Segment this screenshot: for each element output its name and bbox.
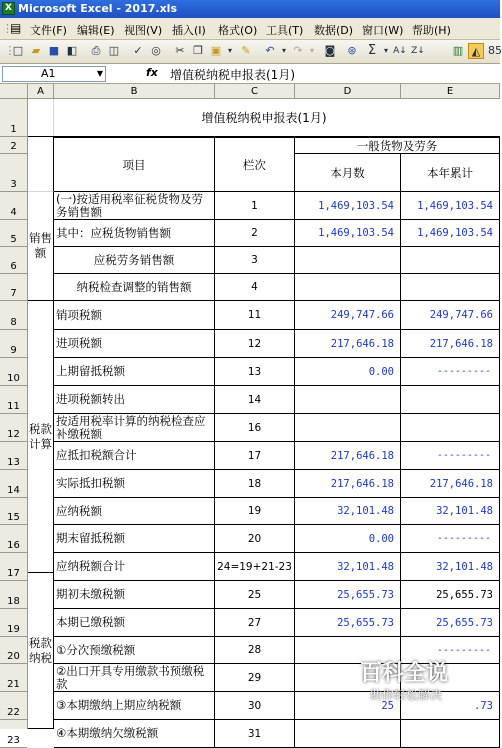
header-year-to-date[interactable]: 本年累计 (401, 154, 500, 192)
row-header[interactable]: 16 (0, 525, 27, 553)
row-header[interactable]: 9 (0, 330, 27, 358)
document-icon[interactable]: ▤ (10, 21, 22, 35)
item-label[interactable]: ②出口开具专用缴款书预缴税款 (54, 664, 215, 692)
category-tax-payment[interactable]: 税款纳税 (28, 573, 54, 729)
item-code[interactable]: 30 (215, 692, 295, 720)
row-header[interactable]: 8 (0, 301, 27, 330)
item-label[interactable]: 进项税额转出 (54, 386, 215, 414)
header-general-goods[interactable]: 一般货物及劳务 (295, 137, 500, 154)
insert-function-icon[interactable]: fx (146, 66, 158, 79)
value-year-to-date[interactable]: 217,646.18 (401, 470, 500, 498)
value-year-to-date[interactable] (401, 247, 500, 274)
value-this-month[interactable]: 32,101.48 (295, 553, 401, 581)
row-header[interactable]: 3 (0, 154, 27, 192)
print-icon[interactable]: ⎙ (91, 44, 101, 57)
row-header[interactable]: 6 (0, 247, 27, 274)
name-box-dropdown-icon[interactable]: ▼ (96, 69, 103, 78)
menu-data[interactable]: 数据(D) (314, 24, 354, 37)
item-code[interactable]: 12 (215, 330, 295, 358)
value-year-to-date[interactable]: 1,469,103.54 (401, 192, 500, 220)
row-header[interactable]: 23 (0, 720, 27, 748)
value-year-to-date[interactable]: 217,646.18 (401, 330, 500, 358)
redo-icon[interactable]: ↷ (293, 44, 303, 57)
menu-view[interactable]: 视图(V) (124, 24, 163, 37)
item-label[interactable]: 应纳税额 (54, 498, 215, 525)
cut-icon[interactable]: ✂ (175, 44, 185, 57)
formula-bar (0, 64, 500, 84)
row-header[interactable]: 11 (0, 386, 27, 414)
item-label[interactable]: 纳税检查调整的销售额 (54, 274, 215, 301)
value-year-to-date[interactable]: 32,101.48 (401, 553, 500, 581)
header-this-month[interactable]: 本月数 (295, 154, 401, 192)
value-this-month[interactable] (295, 720, 401, 748)
item-label[interactable]: 进项税额 (54, 330, 215, 358)
value-this-month[interactable]: 25 (295, 692, 401, 720)
menu-grip: ⋮ (2, 22, 13, 35)
value-year-to-date[interactable]: --------- (401, 525, 500, 553)
zoom-box[interactable]: 85 (488, 44, 502, 57)
standard-toolbar (0, 40, 500, 64)
item-code[interactable]: 29 (215, 664, 295, 692)
value-year-to-date[interactable]: --------- (401, 442, 500, 470)
row-headers (0, 99, 28, 746)
item-label[interactable]: ④本期缴纳欠缴税额 (54, 720, 215, 748)
value-this-month[interactable]: 217,646.18 (295, 442, 401, 470)
toolbar-grip: ⋮ (4, 44, 16, 57)
format-painter-icon[interactable]: ✎ (241, 44, 251, 57)
save-icon[interactable]: ■ (48, 44, 60, 57)
value-year-to-date[interactable]: 32,101.48 (401, 498, 500, 525)
copy-icon[interactable]: ❐ (193, 44, 203, 57)
row-header[interactable]: 22 (0, 692, 27, 720)
menu-window[interactable]: 窗口(W) (362, 24, 404, 37)
new-icon[interactable]: □ (12, 44, 24, 57)
value-this-month[interactable]: 1,469,103.54 (295, 220, 401, 247)
menu-tools[interactable]: 工具(T) (266, 24, 304, 37)
sort-descending-icon[interactable]: Z↓ (411, 46, 425, 56)
column-header-e[interactable]: E (401, 84, 500, 99)
item-code[interactable]: 17 (215, 442, 295, 470)
row-header[interactable]: 7 (0, 274, 27, 301)
item-code[interactable]: 20 (215, 525, 295, 553)
value-this-month[interactable]: 217,646.18 (295, 330, 401, 358)
item-label[interactable]: 期初未缴税额 (54, 581, 215, 609)
select-all-corner[interactable] (0, 84, 28, 99)
column-header-d[interactable]: D (295, 84, 401, 99)
row-header[interactable]: 5 (0, 220, 27, 247)
value-this-month[interactable]: 249,747.66 (295, 301, 401, 330)
value-this-month[interactable]: 25,655.73 (295, 581, 401, 609)
item-label[interactable]: 本期已缴税额 (54, 609, 215, 637)
item-label[interactable]: 期末留抵税额 (54, 525, 215, 553)
row-header[interactable]: 19 (0, 609, 27, 637)
autosum-dropdown-icon[interactable]: ▾ (383, 46, 388, 55)
item-code[interactable]: 11 (215, 301, 295, 330)
row-header[interactable]: 12 (0, 414, 27, 442)
item-code[interactable]: 28 (215, 637, 295, 664)
item-label[interactable]: 其中：应税货物销售额 (54, 220, 215, 247)
menu-bar (0, 18, 500, 40)
item-code[interactable]: 13 (215, 358, 295, 386)
row-header[interactable]: 17 (0, 553, 27, 581)
value-this-month[interactable] (295, 274, 401, 301)
item-code[interactable]: 31 (215, 720, 295, 748)
formula-input[interactable]: 增值税纳税申报表(1月) (170, 68, 295, 82)
header-item[interactable]: 项目 (54, 137, 215, 192)
category-sales[interactable]: 销售额 (28, 192, 54, 301)
row-header[interactable]: 15 (0, 498, 27, 525)
row-header[interactable]: 14 (0, 470, 27, 498)
row-header[interactable]: 4 (0, 192, 27, 220)
item-label[interactable]: 应抵扣税额合计 (54, 442, 215, 470)
item-label[interactable]: (一)按适用税率征税货物及劳务销售额 (54, 192, 215, 220)
value-year-to-date[interactable] (401, 274, 500, 301)
item-code[interactable]: 18 (215, 470, 295, 498)
item-label[interactable]: 上期留抵税额 (54, 358, 215, 386)
item-code[interactable]: 19 (215, 498, 295, 525)
value-year-to-date[interactable] (401, 720, 500, 748)
column-header-b[interactable]: B (54, 84, 215, 99)
item-label[interactable]: 销项税额 (54, 301, 215, 330)
camera-icon[interactable]: ◙ (324, 44, 336, 57)
value-this-month[interactable] (295, 414, 401, 442)
title-bar (0, 0, 500, 18)
menu-format[interactable]: 格式(O) (218, 24, 258, 37)
print-preview-icon[interactable]: ◫ (108, 44, 120, 57)
undo-icon[interactable]: ↶ (265, 44, 275, 57)
menu-file[interactable]: 文件(F) (30, 24, 67, 37)
paste-icon[interactable]: ▣ (210, 44, 222, 57)
value-this-month[interactable]: 0.00 (295, 358, 401, 386)
item-label[interactable]: 应税劳务销售额 (54, 247, 215, 274)
value-this-month[interactable] (295, 247, 401, 274)
value-this-month[interactable]: 32,101.48 (295, 498, 401, 525)
worksheet-grid[interactable] (28, 99, 500, 740)
spelling-icon[interactable]: ✓ (133, 44, 143, 57)
value-this-month[interactable]: 0.00 (295, 525, 401, 553)
item-label[interactable]: ③本期缴纳上期应纳税额 (54, 692, 215, 720)
item-code[interactable]: 4 (215, 274, 295, 301)
row-header[interactable]: 13 (0, 442, 27, 470)
item-code[interactable]: 2 (215, 220, 295, 247)
row-header[interactable]: 21 (0, 664, 27, 692)
autosum-icon[interactable]: Σ (367, 43, 377, 58)
value-year-to-date[interactable]: --------- (401, 637, 500, 664)
value-year-to-date[interactable] (401, 414, 500, 442)
item-code[interactable]: 25 (215, 581, 295, 609)
item-label[interactable]: ①分次预缴税额 (54, 637, 215, 664)
item-label[interactable]: 实际抵扣税额 (54, 470, 215, 498)
value-this-month[interactable]: 25,655.73 (295, 609, 401, 637)
column-header-c[interactable]: C (215, 84, 295, 99)
menu-edit[interactable]: 编辑(E) (77, 24, 115, 37)
value-this-month[interactable] (295, 386, 401, 414)
category-tax-calculation[interactable]: 税款计算 (28, 301, 54, 573)
row-header[interactable]: 2 (0, 137, 27, 154)
chart-wizard-icon[interactable]: ▥ (452, 44, 464, 57)
item-code[interactable]: 3 (215, 247, 295, 274)
row-header[interactable]: 20 (0, 637, 27, 664)
item-label[interactable]: 应纳税额合计 (54, 553, 215, 581)
value-year-to-date[interactable]: 25,655.73 (401, 581, 500, 609)
value-this-month[interactable]: 1,469,103.54 (295, 192, 401, 220)
value-this-month[interactable]: 217,646.18 (295, 470, 401, 498)
watermark-subtitle: 助你轻松解决 (370, 688, 443, 702)
item-code[interactable]: 1 (215, 192, 295, 220)
value-year-to-date[interactable]: 25,655.73 (401, 609, 500, 637)
item-code[interactable]: 27 (215, 609, 295, 637)
column-header-a[interactable]: A (28, 84, 54, 99)
permission-icon[interactable]: ◧ (66, 44, 78, 57)
watermark-title: 百科全说 (360, 661, 449, 686)
menu-insert[interactable]: 插入(I) (172, 24, 206, 37)
column-headers (0, 84, 500, 99)
paste-dropdown-icon[interactable]: ▾ (227, 46, 232, 55)
name-box-value: A1 (41, 67, 56, 80)
hyperlink-icon[interactable]: ⊛ (347, 44, 357, 57)
menu-help[interactable]: 帮助(H) (412, 24, 451, 37)
value-year-to-date[interactable]: 249,747.66 (401, 301, 500, 330)
header-blank-a[interactable] (28, 137, 54, 192)
value-year-to-date[interactable]: 1,469,103.54 (401, 220, 500, 247)
item-code[interactable]: 14 (215, 386, 295, 414)
item-code[interactable]: 24=19+21-23 (215, 553, 295, 581)
window-title: Microsoft Excel - 2017.xls (18, 2, 177, 15)
row-header[interactable]: 1 (0, 99, 27, 137)
header-column-code[interactable]: 栏次 (215, 137, 295, 192)
drawing-icon[interactable]: ◭ (468, 43, 484, 59)
undo-dropdown-icon[interactable]: ▾ (281, 46, 286, 55)
open-icon[interactable]: ▰ (31, 44, 41, 57)
row-header[interactable]: 10 (0, 358, 27, 386)
research-icon[interactable]: ◎ (151, 44, 161, 57)
sheet-title[interactable]: 增值税纳税申报表(1月) (28, 99, 500, 137)
item-label[interactable]: 按适用税率计算的纳税检查应补缴税额 (54, 414, 215, 442)
row-header[interactable]: 18 (0, 581, 27, 609)
item-code[interactable]: 16 (215, 414, 295, 442)
value-year-to-date[interactable]: --------- (401, 358, 500, 386)
watermark-logo (356, 656, 468, 712)
redo-dropdown-icon[interactable]: ▾ (309, 46, 314, 55)
excel-app-icon: X (2, 2, 15, 15)
name-box[interactable] (2, 66, 106, 82)
sort-ascending-icon[interactable]: A↓ (393, 46, 407, 56)
value-year-to-date[interactable]: .73 (401, 692, 500, 720)
value-year-to-date[interactable] (401, 386, 500, 414)
